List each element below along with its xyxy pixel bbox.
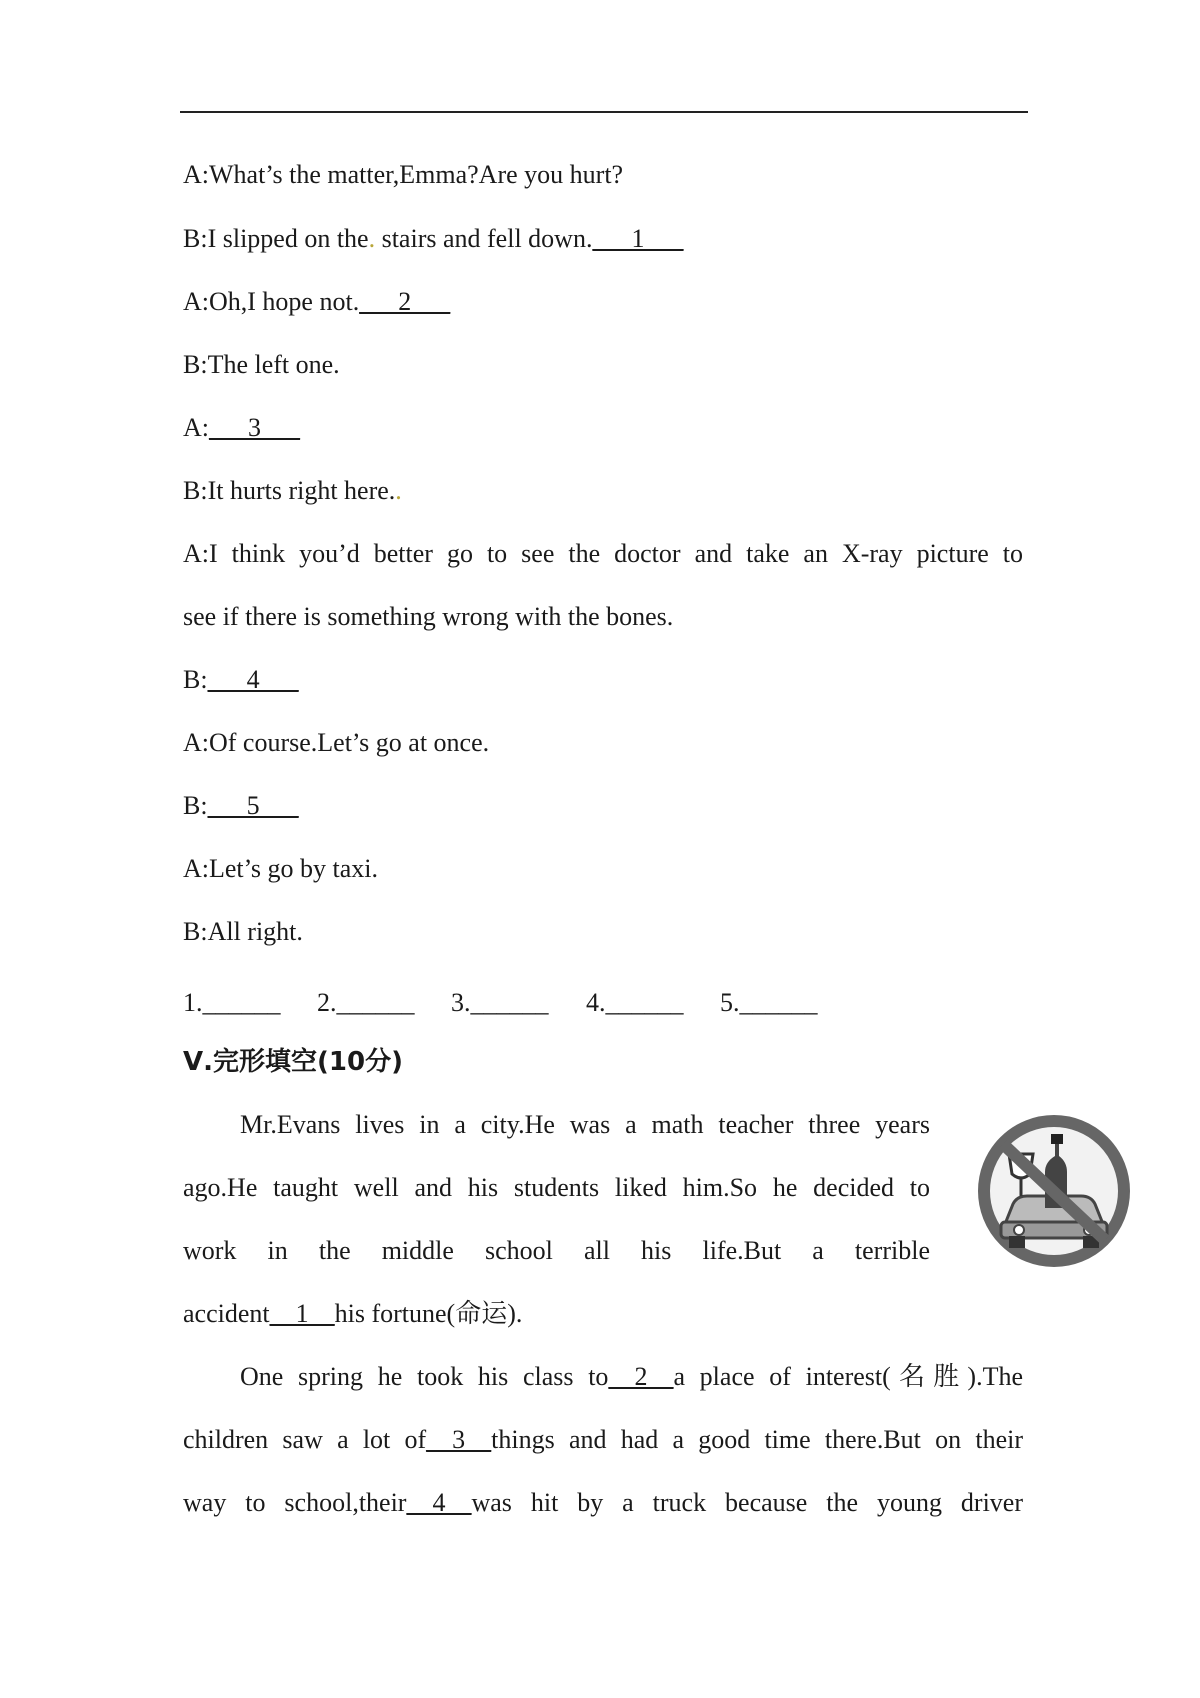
dialogue-line-5-text: A: [183,413,209,442]
dialogue-line-13: B:All right. [183,917,303,946]
dialogue-line-2-text: B:I slipped on the [183,224,369,253]
section-title: Ⅴ.完形填空(10分) [183,1047,403,1077]
cloze-p1-line-3: work in the middle school all his life.But a terrible [183,1236,930,1265]
cloze-p1-line-2: ago.He taught well and his students liked him.So he decided to [183,1173,930,1202]
cloze-text: One spring he took his class to [240,1362,609,1391]
cloze-text: accident [183,1299,270,1328]
dialogue-line-8: see if there is something wrong with the bones. [183,602,674,631]
cloze-text: things and had a good time there.But on their [491,1425,1023,1454]
dialogue-line-2-rest: stairs and fell down. [375,224,593,253]
header-rule [180,111,1028,113]
dialogue-line-11 [183,791,299,821]
blank-2: ___2___ [359,287,451,316]
dialogue-line-6-text: B:It hurts right here. [183,476,396,505]
cloze-blank-4: __4__ [406,1488,472,1517]
cloze-text: a place of interest(名胜).The [673,1362,1023,1391]
stray-mark: . [368,224,376,253]
cloze-text: children saw a lot of [183,1425,427,1454]
stray-mark: . [395,476,402,505]
dialogue-line-7: A:I think you’d better go to see the doctor and take an X-ray picture to [183,539,1023,568]
dialogue-line-2 [183,224,683,254]
blank-1: ___1___ [592,224,684,253]
answer-slot-2: 2.______ [317,988,415,1017]
dialogue-line-11-text: B: [183,791,208,820]
dialogue-line-6 [183,476,402,506]
blank-4: ___4___ [207,665,299,694]
answer-slot-1: 1.______ [183,988,281,1017]
dialogue-line-3 [183,287,450,317]
cloze-text: his fortune(命运). [334,1299,523,1328]
answer-slot-3: 3.______ [451,988,549,1017]
cloze-p2-line-1 [183,1362,1023,1392]
dialogue-line-5 [183,413,300,443]
dialogue-line-10: A:Of course.Let’s go at once. [183,728,490,757]
answer-slot-5: 5.______ [720,988,818,1017]
cloze-p2-line-2 [183,1425,1023,1455]
dialogue-line-3-text: A:Oh,I hope not. [183,287,360,316]
blank-3: ___3___ [209,413,300,442]
no-drink-driving-sign-icon [975,1112,1133,1270]
cloze-text: way to school,their [183,1488,407,1517]
blank-5: ___5___ [207,791,299,820]
dialogue-line-9-text: B: [183,665,208,694]
dialogue-line-9 [183,665,299,695]
dialogue-line-1: A:What’s the matter,Emma?Are you hurt? [183,160,624,189]
cloze-p1-line-1: Mr.Evans lives in a city.He was a math teacher three years [240,1110,930,1139]
dialogue-line-4: B:The left one. [183,350,340,379]
cloze-blank-2: __2__ [608,1362,674,1391]
answer-slot-4: 4.______ [586,988,684,1017]
cloze-p1-line-4 [183,1299,522,1329]
cloze-text: was hit by a truck because the young driver [471,1488,1023,1517]
dialogue-line-12: A:Let’s go by taxi. [183,854,378,883]
cloze-p2-line-3 [183,1488,1023,1518]
cloze-blank-3: __3__ [426,1425,492,1454]
cloze-blank-1: __1__ [269,1299,335,1328]
